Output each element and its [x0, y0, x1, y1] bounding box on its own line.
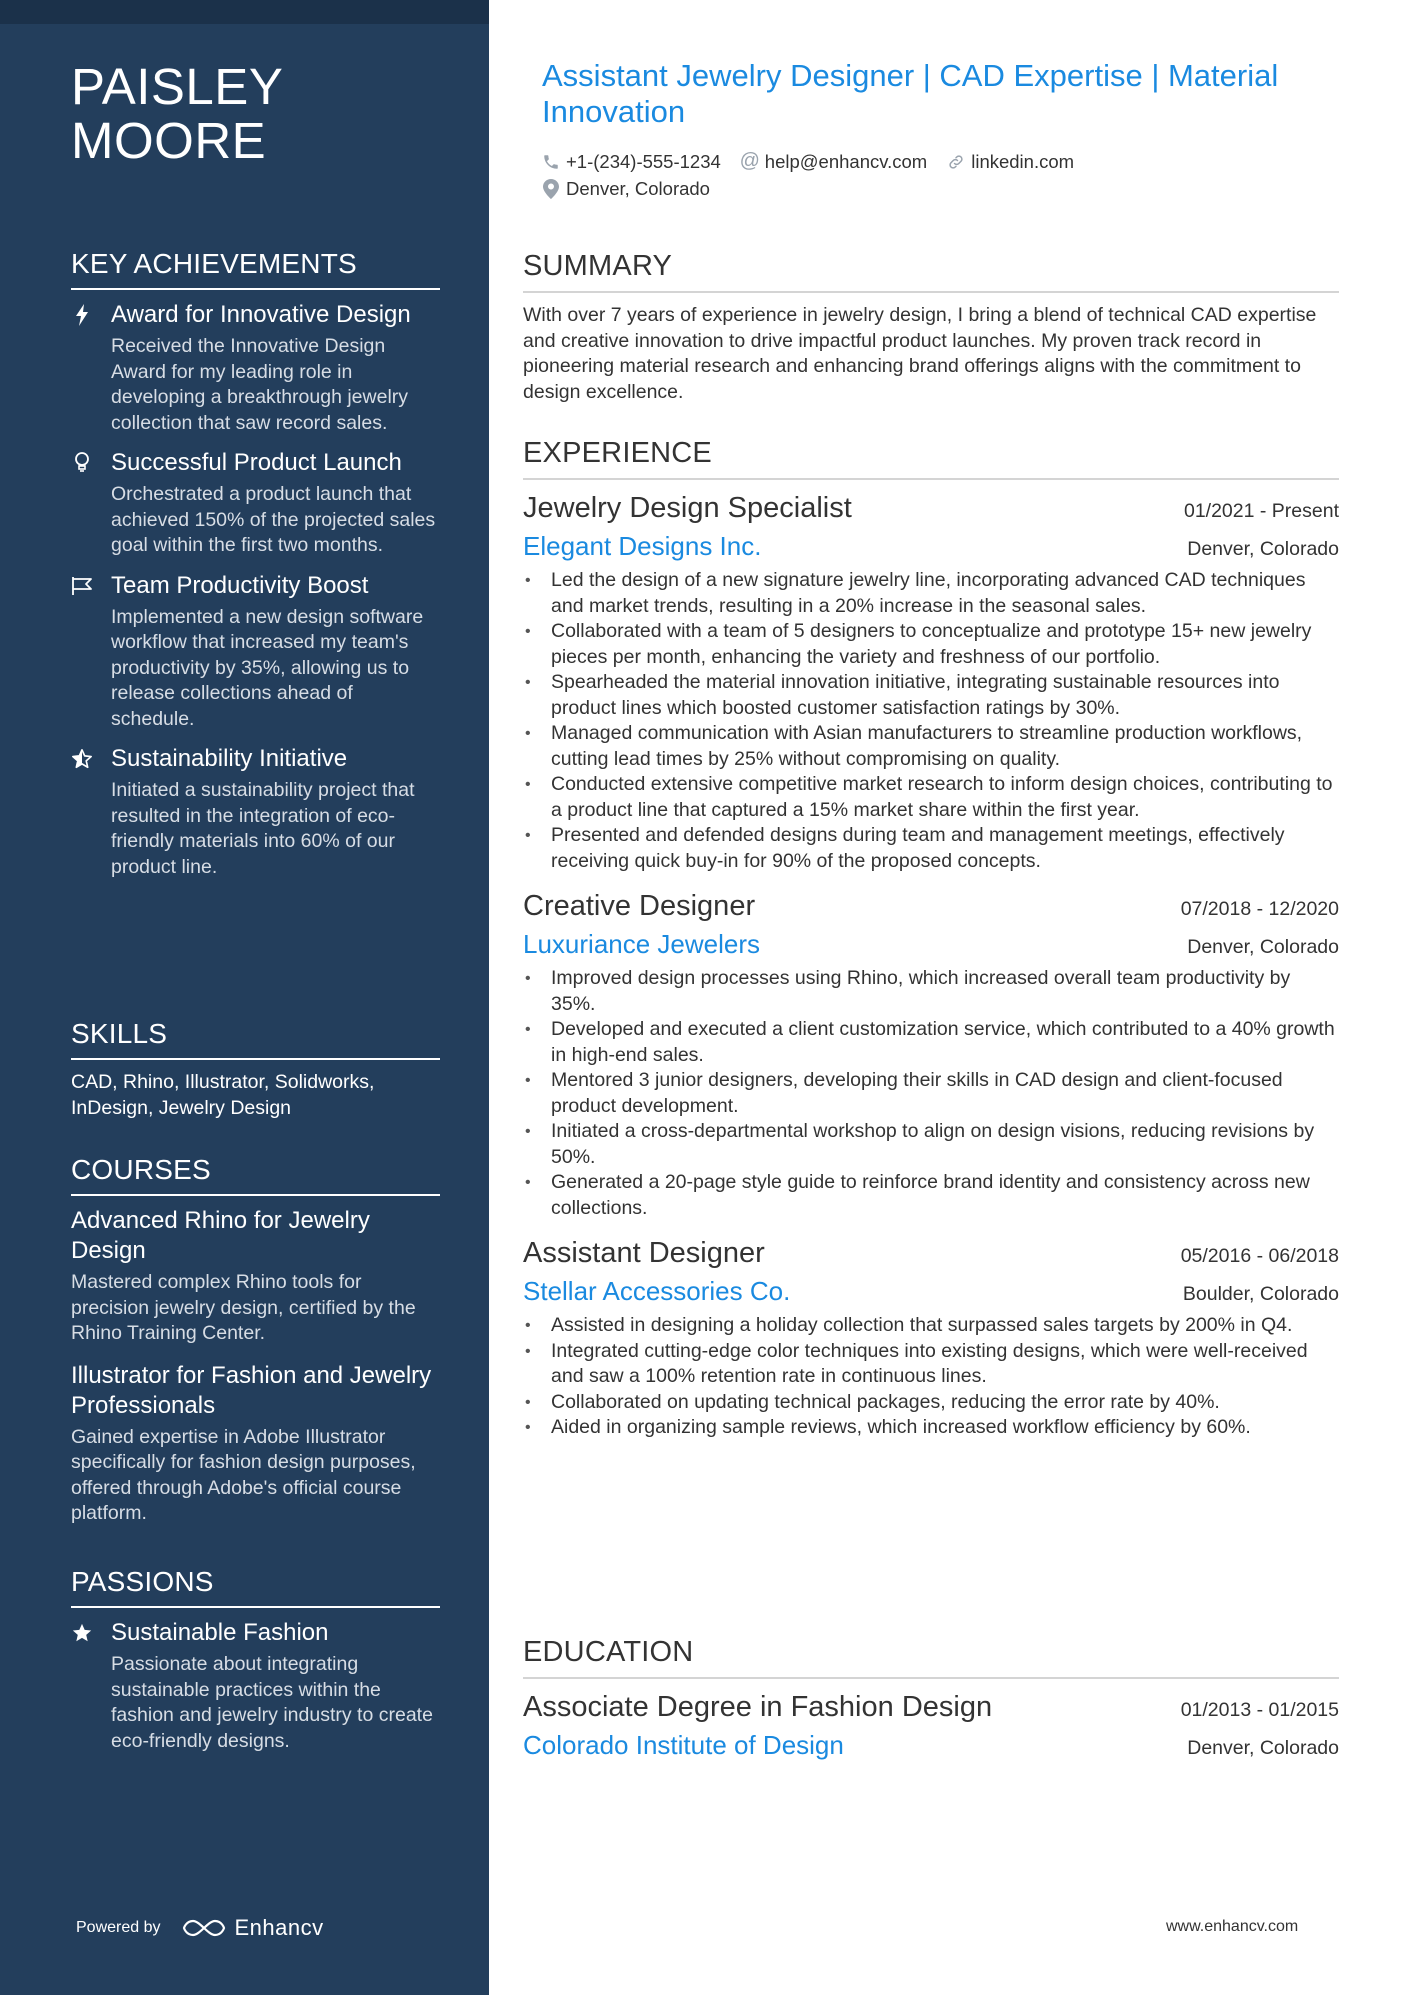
bullet-item: • Integrated cutting-edge color techniques into existing designs, which were well-received and saw a 100% retention rate in continuous lines.	[523, 1339, 1339, 1390]
job-entry	[523, 1235, 1339, 1441]
bolt-icon	[71, 304, 93, 326]
achievement-item	[71, 448, 440, 559]
achievement-desc: Initiated a sustainability project that resulted in the integration of eco-friendly materials into 60% of our product line.	[111, 779, 415, 878]
course-item	[71, 1361, 440, 1527]
footer-url[interactable]: www.enhancv.com	[1166, 1918, 1299, 1935]
bullet-item: • Spearheaded the material innovation initiative, integrating sustainable resources into product lines which boosted customer satisfaction ratings by 30%.	[523, 670, 1339, 721]
bullet-item: • Conducted extensive competitive market research to inform design choices, contributing to a product line that captured a 15% market share within the first year.	[523, 772, 1339, 823]
company-name: Stellar Accessories Co.	[523, 1276, 791, 1306]
at-icon: @	[739, 150, 760, 172]
bullet-item: • Presented and defended designs during team and management meetings, effectively receiving quick buy-in for 90% of the proposed concepts.	[523, 823, 1339, 874]
experience-title: EXPERIENCE	[523, 437, 1339, 480]
skills-section	[71, 1018, 440, 1121]
location-text: Denver, Colorado	[566, 177, 710, 199]
summary-section	[523, 250, 1339, 405]
passion-title: Sustainable Fashion	[111, 1619, 329, 1646]
education-dates: 01/2013 - 01/2015	[1180, 1699, 1339, 1721]
school-name: Colorado Institute of Design	[523, 1730, 844, 1760]
courses-section	[71, 1154, 440, 1541]
company-name: Luxuriance Jewelers	[523, 929, 761, 959]
last-name: MOORE	[71, 112, 267, 169]
job-entry	[523, 888, 1339, 1221]
summary-title: SUMMARY	[523, 250, 1339, 293]
education-title: EDUCATION	[523, 1636, 1339, 1679]
achievement-item	[71, 300, 440, 436]
sidebar-top-bar	[0, 0, 489, 24]
flag-icon	[71, 575, 93, 597]
summary-text: With over 7 years of experience in jewelry design, I bring a blend of technical CAD expertise and creative innovation to drive impactful product launches. My proven track record in pioneering material research and enhancing brand offerings aligns with the commitment to design excellence.	[523, 304, 1317, 403]
contact-email[interactable]	[741, 151, 927, 173]
job-title: Jewelry Design Specialist	[523, 492, 852, 524]
job-location: Denver, Colorado	[1187, 936, 1339, 958]
education-entry	[523, 1689, 1339, 1761]
achievement-title: Successful Product Launch	[111, 449, 402, 476]
achievement-desc: Implemented a new design software workflow that increased my team's productivity by 35%, allowing us to release collections ahead of schedule.	[111, 605, 424, 730]
powered-by	[76, 1915, 324, 1941]
achievement-title: Team Productivity Boost	[111, 571, 369, 599]
passions-section	[71, 1566, 440, 1766]
achievement-desc: Received the Innovative Design Award for my leading role in developing a breakthrough jewelry collection that saw record sales.	[111, 335, 409, 434]
course-desc: Mastered complex Rhino tools for precision jewelry design, certified by the Rhino Training Center.	[71, 1271, 416, 1344]
education-location: Denver, Colorado	[1187, 1737, 1339, 1759]
link-icon	[947, 153, 965, 171]
bullet-item: • Collaborated on updating technical packages, reducing the error rate by 40%.	[523, 1390, 1339, 1416]
company-name: Elegant Designs Inc.	[523, 531, 762, 561]
contact-info	[542, 148, 1322, 202]
bullet-item: • Developed and executed a client customization service, which contributed to a 40% growth in high-end sales.	[523, 1017, 1339, 1068]
website-text[interactable]: linkedin.com	[971, 150, 1075, 172]
passion-item	[71, 1618, 440, 1754]
job-title: Creative Designer	[523, 890, 756, 922]
job-dates: 01/2021 - Present	[1183, 500, 1339, 522]
degree-title: Associate Degree in Fashion Design	[523, 1691, 993, 1723]
contact-phone	[542, 151, 721, 173]
course-item	[71, 1206, 440, 1347]
achievement-title: Sustainability Initiative	[111, 745, 348, 772]
bullet-item: • Initiated a cross-departmental workshop to align on design visions, reducing revisions by 50%.	[523, 1119, 1339, 1170]
contact-location	[542, 178, 710, 200]
enhancv-logo-icon	[181, 1917, 227, 1939]
job-title: Assistant Designer	[523, 1237, 765, 1269]
candidate-name	[71, 60, 283, 168]
courses-title: COURSES	[71, 1154, 440, 1196]
achievement-item	[71, 571, 440, 733]
education-section	[523, 1636, 1339, 1775]
achievement-item	[71, 744, 440, 880]
job-entry	[523, 490, 1339, 874]
email-text[interactable]: help@enhancv.com	[764, 150, 928, 172]
achievement-title: Award for Innovative Design	[111, 301, 411, 328]
job-bullets	[523, 1313, 1339, 1441]
headline: Assistant Jewelry Designer | CAD Expertise | Material Innovation	[542, 58, 1279, 129]
brand-logo	[181, 1915, 324, 1941]
key-achievements-section	[71, 248, 440, 892]
bullet-item: • Collaborated with a team of 5 designers to conceptualize and prototype 15+ new jewelry pieces per month, enhancing the variety and freshness of our portfolio.	[523, 619, 1339, 670]
job-location: Boulder, Colorado	[1182, 1283, 1339, 1305]
phone-text: +1-(234)-555-1234	[566, 150, 721, 172]
bullet-item: • Managed communication with Asian manufacturers to streamline production workflows, cutting lead times by 25% without compromising on quality.	[523, 721, 1339, 772]
first-name: PAISLEY	[71, 58, 284, 115]
bullet-item: • Generated a 20-page style guide to reinforce brand identity and consistency across new collections.	[523, 1170, 1339, 1221]
job-location: Denver, Colorado	[1187, 538, 1339, 560]
sidebar	[0, 0, 489, 1995]
job-dates: 05/2016 - 06/2018	[1180, 1245, 1339, 1267]
job-dates: 07/2018 - 12/2020	[1180, 898, 1339, 920]
skills-title: SKILLS	[71, 1018, 440, 1060]
contact-website[interactable]	[947, 151, 1074, 173]
course-title: Illustrator for Fashion and Jewelry Professionals	[71, 1361, 432, 1419]
skills-list: CAD, Rhino, Illustrator, Solidworks, InDesign, Jewelry Design	[71, 1071, 375, 1119]
bullet-item: • Mentored 3 junior designers, developing their skills in CAD design and client-focused product development.	[523, 1068, 1339, 1119]
course-desc: Gained expertise in Adobe Illustrator specifically for fashion design purposes, offered through Adobe's official course platform.	[71, 1425, 416, 1524]
job-bullets	[523, 568, 1339, 874]
phone-icon	[542, 153, 560, 171]
location-pin-icon	[542, 180, 560, 198]
star-icon	[71, 1622, 93, 1644]
lightbulb-icon	[71, 452, 93, 474]
experience-section	[523, 437, 1339, 1455]
course-title: Advanced Rhino for Jewelry Design	[71, 1207, 370, 1264]
star-half-icon	[71, 748, 93, 770]
achievement-desc: Orchestrated a product launch that achieved 150% of the projected sales goal within the first two months.	[111, 483, 436, 556]
bullet-item: • Assisted in designing a holiday collection that surpassed sales targets by 200% in Q4.	[523, 1313, 1339, 1339]
powered-by-label: Powered by	[76, 1919, 161, 1936]
bullet-item: • Led the design of a new signature jewelry line, incorporating advanced CAD techniques and market trends, resulting in a 20% increase in the seasonal sales.	[523, 568, 1339, 619]
bullet-item: • Improved design processes using Rhino, which increased overall team productivity by 35%.	[523, 966, 1339, 1017]
passions-title: PASSIONS	[71, 1566, 440, 1608]
key-achievements-title: KEY ACHIEVEMENTS	[71, 248, 440, 290]
passion-desc: Passionate about integrating sustainable practices within the fashion and jewelry industry to create eco-friendly designs.	[111, 1653, 433, 1752]
bullet-item: • Aided in organizing sample reviews, which increased workflow efficiency by 60%.	[523, 1415, 1339, 1441]
job-bullets	[523, 966, 1339, 1221]
brand-name: Enhancv	[234, 1915, 324, 1940]
